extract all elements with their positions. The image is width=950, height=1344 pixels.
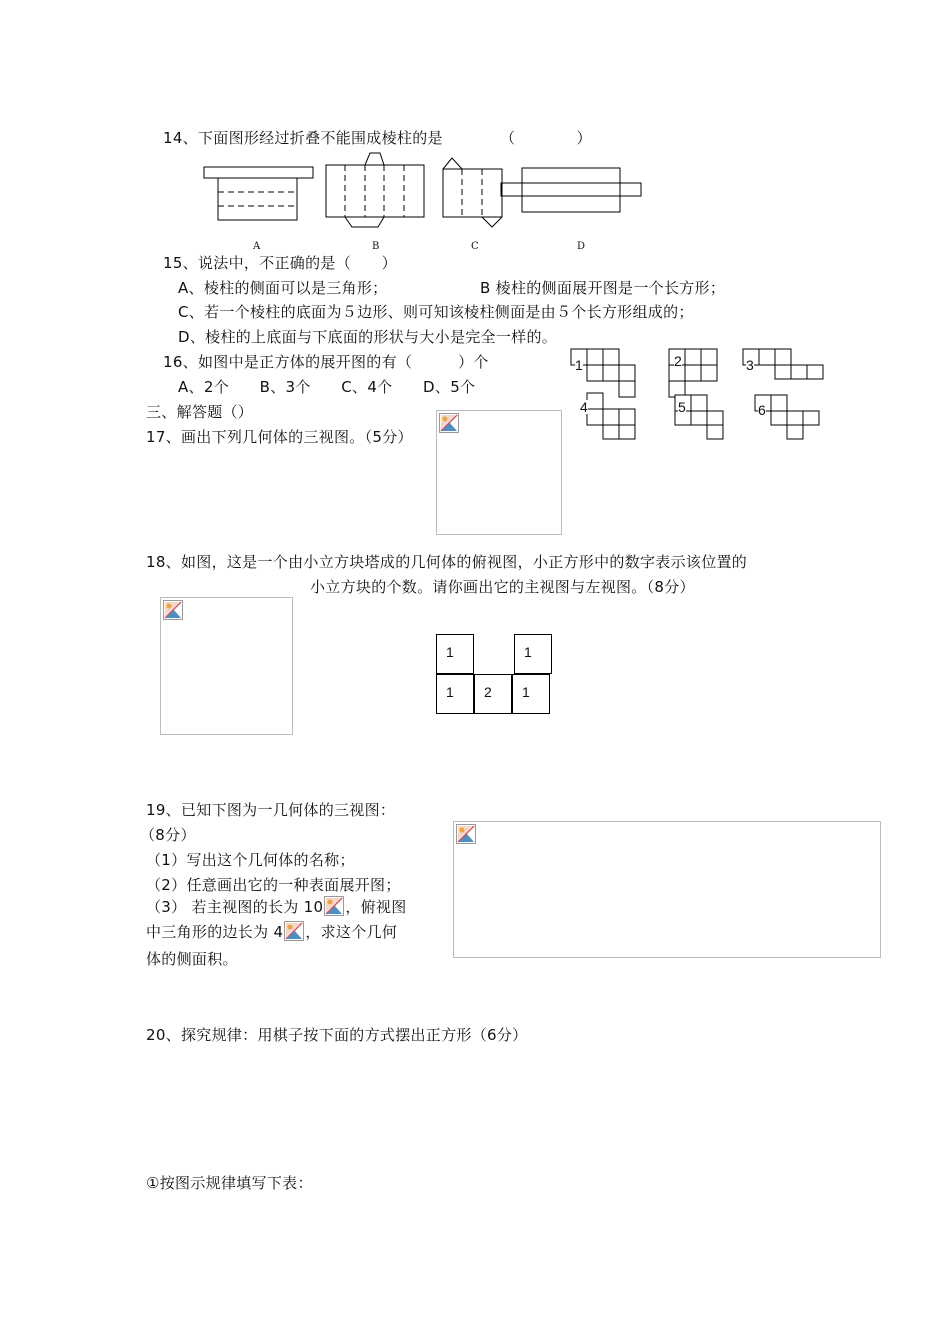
q14-figure-b — [326, 153, 424, 227]
q19-question-line3: （1）写出这个几何体的名称； — [146, 851, 355, 869]
q15-option-a: A、棱柱的侧面可以是三角形； — [178, 279, 388, 297]
grid-cell — [512, 674, 550, 714]
q15-option-c: C、若一个棱柱的底面为５边形、则可知该棱柱侧面是由５个长方形组成的； — [178, 303, 694, 321]
broken-image-icon — [163, 600, 183, 620]
q18-image-placeholder — [160, 597, 293, 735]
q18-question-line2: 小立方块的个数。请你画出它的主视图与左视图。（8分） — [310, 578, 695, 596]
q19-line6-part2: ，求这个几何 — [305, 923, 398, 941]
q16-options: A、2个 B、3个 C、4个 D、5个 — [178, 378, 476, 396]
grid-cell-value: 1 — [446, 684, 454, 700]
q15-option-b: B 棱柱的侧面展开图是一个长方形； — [480, 279, 726, 297]
q14-answer-paren: （ ） — [500, 129, 592, 147]
q19-image-placeholder — [453, 821, 881, 958]
section-3-heading: 三、解答题（） — [146, 403, 254, 421]
q19-question-line7: 体的侧面积。 — [146, 950, 238, 968]
q16-net-label-1: 1 — [575, 357, 583, 373]
grid-cell-value: 1 — [446, 644, 454, 660]
q14-label-b: B — [372, 241, 380, 252]
q19-question-line1: 19、已知下图为一几何体的三视图： — [146, 801, 396, 819]
broken-image-icon — [439, 413, 459, 433]
q16-net-4 — [587, 393, 635, 439]
q16-net-3 — [743, 349, 823, 379]
q14-figure-a — [204, 167, 313, 220]
q20-question: 20、探究规律：用棋子按下面的方式摆出正方形（6分） — [146, 1026, 528, 1044]
q14-label-d: D — [577, 241, 586, 252]
broken-image-icon — [323, 896, 345, 916]
grid-cell — [436, 674, 474, 714]
q16-net-label-5: 5 — [678, 399, 686, 415]
q16-net-label-4: 4 — [580, 399, 588, 415]
q14-figure-c — [443, 158, 502, 227]
q16-net-label-3: 3 — [746, 357, 754, 373]
q14-label-c: C — [471, 241, 479, 252]
q14-question: 14、下面图形经过折叠不能围成棱柱的是 — [163, 129, 443, 147]
grid-cell — [436, 634, 474, 674]
grid-cell — [474, 674, 512, 714]
q17-question: 17、画出下列几何体的三视图。（5分） — [146, 428, 413, 446]
q19-line6-part1: 中三角形的边长为 4 — [146, 923, 284, 941]
q19-line5-part1: （3） 若主视图的长为 10 — [146, 898, 324, 916]
q19-question-line4: （2）任意画出它的一种表面展开图； — [146, 876, 401, 894]
q19-question-line2: （8分） — [140, 826, 196, 844]
broken-image-icon — [283, 921, 305, 941]
q18-question-line1: 18、如图，这是一个由小立方块塔成的几何体的俯视图，小正方形中的数字表示该位置的 — [146, 553, 748, 571]
grid-cell-value: 2 — [484, 684, 492, 700]
q16-question: 16、如图中是正方体的展开图的有（ ）个 — [163, 353, 489, 371]
q16-nets — [565, 345, 835, 440]
q20-subquestion-1: ①按图示规律填写下表： — [146, 1174, 313, 1192]
q15-question: 15、说法中，不正确的是（ ） — [163, 254, 397, 272]
grid-cell-value: 1 — [524, 644, 532, 660]
q16-net-label-6: 6 — [758, 402, 766, 418]
q19-line5-part2: ，俯视图 — [345, 898, 407, 916]
broken-image-icon — [456, 824, 476, 844]
q14-figure-d — [501, 168, 641, 212]
q15-option-d: D、棱柱的上底面与下底面的形状与大小是完全一样的。 — [178, 328, 558, 346]
grid-cell — [514, 634, 552, 674]
grid-cell-value: 1 — [522, 684, 530, 700]
q16-net-label-2: 2 — [674, 353, 682, 369]
q19-question-line6 — [146, 921, 397, 942]
q14-label-a: A — [253, 241, 261, 252]
q19-question-line5 — [146, 896, 407, 917]
q17-image-placeholder — [436, 410, 562, 535]
